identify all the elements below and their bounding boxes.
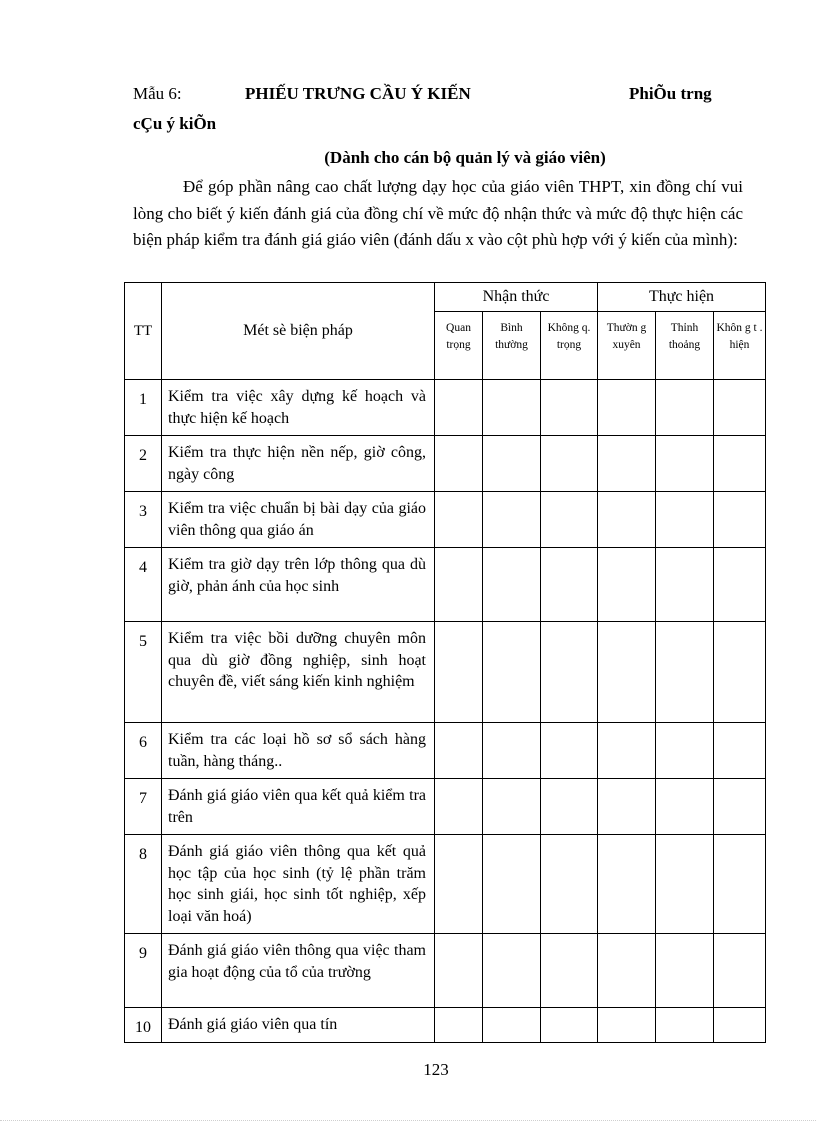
mark-cell-not-important[interactable] xyxy=(541,835,598,934)
mark-cell-not-implemented[interactable] xyxy=(714,492,766,548)
mark-cell-regularly[interactable] xyxy=(598,380,656,436)
form-title: PHIẾU TRƯNG CẦU Ý KIẾN xyxy=(245,84,471,103)
mark-cell-important[interactable] xyxy=(435,835,483,934)
mark-cell-regularly[interactable] xyxy=(598,779,656,835)
mark-cell-not-important[interactable] xyxy=(541,436,598,492)
mark-cell-regularly[interactable] xyxy=(598,548,656,622)
sub-header-not-implemented: Khôn g t . hiện xyxy=(714,312,766,380)
form-header xyxy=(133,84,733,108)
row-number: 6 xyxy=(125,723,162,779)
row-number: 3 xyxy=(125,492,162,548)
row-measure-text: Kiểm tra thực hiện nền nếp, giờ công, ngày công xyxy=(162,436,435,492)
page-number: 123 xyxy=(423,1060,449,1079)
mark-cell-sometimes[interactable] xyxy=(656,548,714,622)
mark-cell-not-implemented[interactable] xyxy=(714,779,766,835)
row-measure-text: Kiểm tra giờ dạy trên lớp thông qua dù giờ, phản ánh của học sinh xyxy=(162,548,435,622)
mark-cell-regularly[interactable] xyxy=(598,622,656,723)
form-label: Mẫu 6: xyxy=(133,84,182,103)
mark-cell-sometimes[interactable] xyxy=(656,380,714,436)
mark-cell-normal[interactable] xyxy=(483,1008,541,1043)
mark-cell-important[interactable] xyxy=(435,779,483,835)
row-number: 8 xyxy=(125,835,162,934)
mark-cell-not-implemented[interactable] xyxy=(714,1008,766,1043)
page-divider xyxy=(0,1120,816,1121)
sub-header-not-important: Không q. trọng xyxy=(541,312,598,380)
table-row xyxy=(125,492,766,548)
mark-cell-normal[interactable] xyxy=(483,835,541,934)
mark-cell-not-important[interactable] xyxy=(541,779,598,835)
sub-header-important: Quan trọng xyxy=(435,312,483,380)
mark-cell-sometimes[interactable] xyxy=(656,934,714,1008)
table-row xyxy=(125,779,766,835)
mark-cell-not-implemented[interactable] xyxy=(714,723,766,779)
table-row xyxy=(125,934,766,1008)
mark-cell-important[interactable] xyxy=(435,380,483,436)
row-measure-text: Đánh giá giáo viên qua tín xyxy=(162,1008,435,1043)
table-row xyxy=(125,723,766,779)
mark-cell-normal[interactable] xyxy=(483,380,541,436)
row-measure-text: Kiểm tra các loại hồ sơ sổ sách hàng tuần, hàng tháng.. xyxy=(162,723,435,779)
mark-cell-important[interactable] xyxy=(435,1008,483,1043)
mark-cell-sometimes[interactable] xyxy=(656,835,714,934)
mark-cell-normal[interactable] xyxy=(483,934,541,1008)
mark-cell-normal[interactable] xyxy=(483,492,541,548)
col-measure-header: Mét sè biện pháp xyxy=(162,283,435,380)
row-measure-text: Kiểm tra việc chuẩn bị bài dạy của giáo viên thông qua giáo án xyxy=(162,492,435,548)
mark-cell-regularly[interactable] xyxy=(598,1008,656,1043)
mark-cell-important[interactable] xyxy=(435,548,483,622)
mark-cell-not-important[interactable] xyxy=(541,622,598,723)
header-continuation: cÇu ý kiÕn xyxy=(133,114,217,133)
col-tt-header: TT xyxy=(125,283,162,380)
row-number: 4 xyxy=(125,548,162,622)
row-number: 2 xyxy=(125,436,162,492)
row-measure-text: Kiểm tra việc xây dựng kế hoạch và thực hiện kế hoạch xyxy=(162,380,435,436)
mark-cell-normal[interactable] xyxy=(483,723,541,779)
mark-cell-not-important[interactable] xyxy=(541,380,598,436)
mark-cell-regularly[interactable] xyxy=(598,436,656,492)
mark-cell-not-important[interactable] xyxy=(541,548,598,622)
mark-cell-sometimes[interactable] xyxy=(656,723,714,779)
intro-text: Để góp phần nâng cao chất lượng dạy học của giáo viên THPT, xin đồng chí vui lòng cho biết ý kiến đánh giá của đồng chí về mức độ nhận thức và mức độ thực hiện các biện pháp kiểm tra đánh giá giáo viên (đánh dấu x vào cột phù hợp với ý kiến của mình): xyxy=(133,177,743,249)
mark-cell-not-important[interactable] xyxy=(541,492,598,548)
mark-cell-normal[interactable] xyxy=(483,548,541,622)
mark-cell-important[interactable] xyxy=(435,622,483,723)
sub-header-regularly: Thườn g xuyên xyxy=(598,312,656,380)
mark-cell-not-important[interactable] xyxy=(541,934,598,1008)
mark-cell-not-implemented[interactable] xyxy=(714,548,766,622)
row-measure-text: Đánh giá giáo viên thông qua việc tham gia hoạt động của tổ của trường xyxy=(162,934,435,1008)
mark-cell-normal[interactable] xyxy=(483,779,541,835)
form-subtitle: (Dành cho cán bộ quản lý và giáo viên) xyxy=(324,148,606,167)
mark-cell-regularly[interactable] xyxy=(598,835,656,934)
row-number: 10 xyxy=(125,1008,162,1043)
row-number: 5 xyxy=(125,622,162,723)
sub-header-normal: Bình thường xyxy=(483,312,541,380)
row-number: 7 xyxy=(125,779,162,835)
table-row xyxy=(125,835,766,934)
mark-cell-not-implemented[interactable] xyxy=(714,622,766,723)
mark-cell-not-important[interactable] xyxy=(541,723,598,779)
mark-cell-regularly[interactable] xyxy=(598,723,656,779)
mark-cell-normal[interactable] xyxy=(483,436,541,492)
mark-cell-regularly[interactable] xyxy=(598,934,656,1008)
group-implementation-header: Thực hiện xyxy=(598,283,766,312)
mark-cell-not-implemented[interactable] xyxy=(714,380,766,436)
mark-cell-not-important[interactable] xyxy=(541,1008,598,1043)
table-row xyxy=(125,380,766,436)
survey-table xyxy=(124,282,766,1043)
intro-paragraph xyxy=(133,174,743,254)
mark-cell-important[interactable] xyxy=(435,723,483,779)
mark-cell-sometimes[interactable] xyxy=(656,779,714,835)
mark-cell-important[interactable] xyxy=(435,934,483,1008)
mark-cell-not-implemented[interactable] xyxy=(714,835,766,934)
row-measure-text: Đánh giá giáo viên qua kết quả kiểm tra trên xyxy=(162,779,435,835)
row-measure-text: Đánh giá giáo viên thông qua kết quả học tập của học sinh (tỷ lệ phần trăm học sinh giái, học sinh tốt nghiệp, xếp loại văn hoá) xyxy=(162,835,435,934)
mark-cell-important[interactable] xyxy=(435,436,483,492)
mark-cell-not-implemented[interactable] xyxy=(714,436,766,492)
table-row xyxy=(125,622,766,723)
table-row xyxy=(125,436,766,492)
row-number: 1 xyxy=(125,380,162,436)
row-number: 9 xyxy=(125,934,162,1008)
sub-header-sometimes: Thỉnh thoảng xyxy=(656,312,714,380)
row-measure-text: Kiểm tra việc bồi dưỡng chuyên môn qua dù giờ đồng nghiệp, sinh hoạt chuyên đề, viết sáng kiến kinh nghiệm xyxy=(162,622,435,723)
mark-cell-normal[interactable] xyxy=(483,622,541,723)
mark-cell-sometimes[interactable] xyxy=(656,436,714,492)
mark-cell-sometimes[interactable] xyxy=(656,622,714,723)
group-awareness-header: Nhận thức xyxy=(435,283,598,312)
mark-cell-regularly[interactable] xyxy=(598,492,656,548)
mark-cell-sometimes[interactable] xyxy=(656,1008,714,1043)
mark-cell-sometimes[interactable] xyxy=(656,492,714,548)
mark-cell-not-implemented[interactable] xyxy=(714,934,766,1008)
header-right-text: PhiÕu trng xyxy=(629,84,712,103)
mark-cell-important[interactable] xyxy=(435,492,483,548)
table-row xyxy=(125,548,766,622)
table-row xyxy=(125,1008,766,1043)
